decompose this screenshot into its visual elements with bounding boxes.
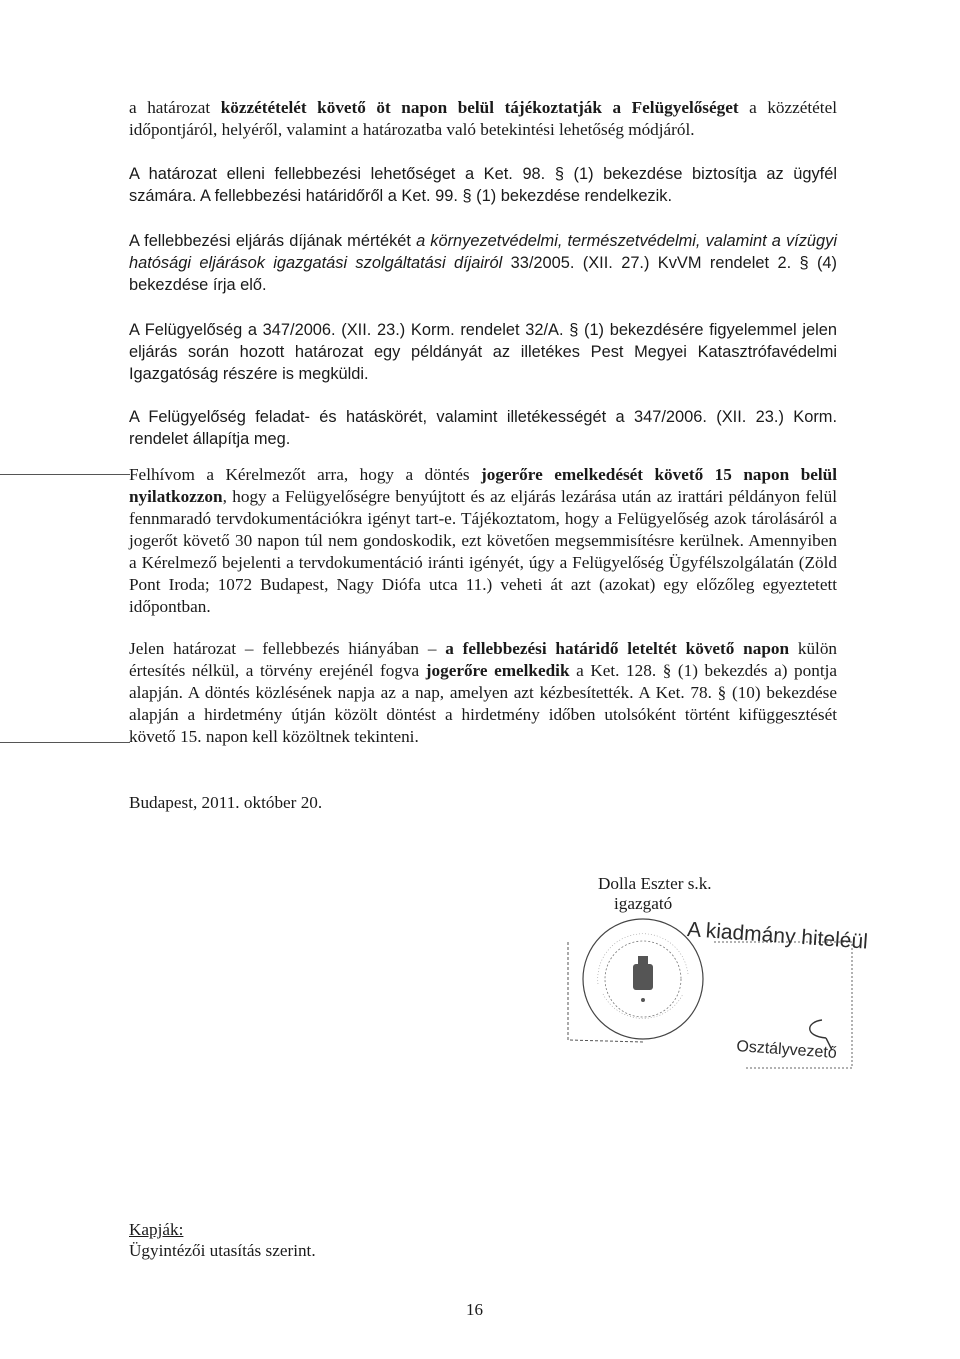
stamp-text: A kiadmány hiteléül xyxy=(686,918,869,954)
signer-title: igazgató xyxy=(614,894,673,913)
place-date: Budapest, 2011. október 20. xyxy=(129,793,323,812)
recipients-label-text: Kapják: xyxy=(129,1220,184,1239)
paragraph-documentation-notice xyxy=(129,464,837,618)
stamp-role: Osztályvezető xyxy=(735,1038,838,1062)
text-run: 33/2005. (XII. 27.) KvVM rendelet 2. § (4) bekezdése írja elő. xyxy=(129,254,837,294)
paragraph-appeal: A határozat elleni fellebbezési lehetőséget a Ket. 98. § (1) bekezdése biztosítja az ügyfél számára. A fellebbezési határidőről a Ket. 99. § (1) bekezdése rendelkezik. xyxy=(129,165,837,205)
recipients-label xyxy=(129,1219,183,1241)
text-run: Felhívom a Kérelmezőt arra, hogy a döntés xyxy=(129,465,482,484)
bold-text: a fellebbezési határidő leteltét követő napon xyxy=(445,639,790,658)
divider-line xyxy=(0,742,130,743)
paragraph-publication xyxy=(129,97,837,141)
recipients-text: Ügyintézői utasítás szerint. xyxy=(129,1241,316,1260)
text-run: A fellebbezési eljárás díjának mértékét xyxy=(129,232,417,250)
paragraph-appeal-fee xyxy=(129,230,837,296)
text-run: külön értesítés nélkül, a törvény erejénél fogva xyxy=(129,639,838,680)
bold-text: jogerőre emelkedését követő 15 napon belül nyilatkozzon xyxy=(129,465,837,506)
text-run: , hogy a Felügyelőségre benyújtott és az eljárás lezárása után az irattári példányon felül fennmaradó tervdokumentációkra igényt tart-e. Tájékoztatom, hogy a Felügyelőség azok tárolásáról a jogerőt követő 30 napon túl nem gondoskodik, ezt követően megsemmisítésre kerülnek. Amennyiben a Kérelmező bejelenti a tervdokumentáció iránti igényét, úgy a Felügyelőség Ügyfélszolgálatán (Zöld Pont Iroda; 1072 Budapest, Nagy Diófa utca 11.) veheti át azt (azokat) egy előzőleg egyeztetett időpontban. xyxy=(129,487,837,616)
text-run: Jelen határozat – fellebbezés hiányában – xyxy=(129,639,446,658)
italic-text: a környezetvédelmi, természetvédelmi, valamint a vízügyi hatósági eljárások igazgatási szolgáltatási díjairól xyxy=(129,232,837,272)
text-run: a határozat xyxy=(129,98,221,117)
text-run: a Ket. 128. § (1) bekezdés a) pontja alapján. A döntés közlésének napja az a nap, amelyen azt kézbesítették. A Ket. 78. § (10) bekezdése alapján a hirdetmény útján közölt döntést a hirdetmény időben utolsóként történt kifüggesztését követő 15. napon kell közöltnek tekinteni. xyxy=(129,661,838,746)
paragraph-disaster-authority: A Felügyelőség a 347/2006. (XII. 23.) Korm. rendelet 32/A. § (1) bekezdésére figyelemmel jelen eljárás során hozott határozat egy példányát az illetékes Pest Megyei Katasztrófavédelmi Igazgatóság részére is megküldi. xyxy=(129,321,837,383)
bold-text: jogerőre emelkedik xyxy=(425,661,570,680)
bold-text: közzétételét követő öt napon belül tájékoztatják a Felügyelőséget xyxy=(220,98,739,117)
text-run: a közzététel időpontjáról, helyéről, valamint a határozatba való betekintési lehetőség módjáról. xyxy=(129,98,837,139)
divider-line xyxy=(0,474,130,475)
signer-name: Dolla Eszter s.k. xyxy=(598,874,712,893)
paragraph-competence: A Felügyelőség feladat- és hatáskörét, valamint illetékességét a 347/2006. (XII. 23.) Korm. rendelet állapítja meg. xyxy=(129,408,837,448)
page-number: 16 xyxy=(466,1300,483,1319)
paragraph-finality xyxy=(129,638,837,748)
